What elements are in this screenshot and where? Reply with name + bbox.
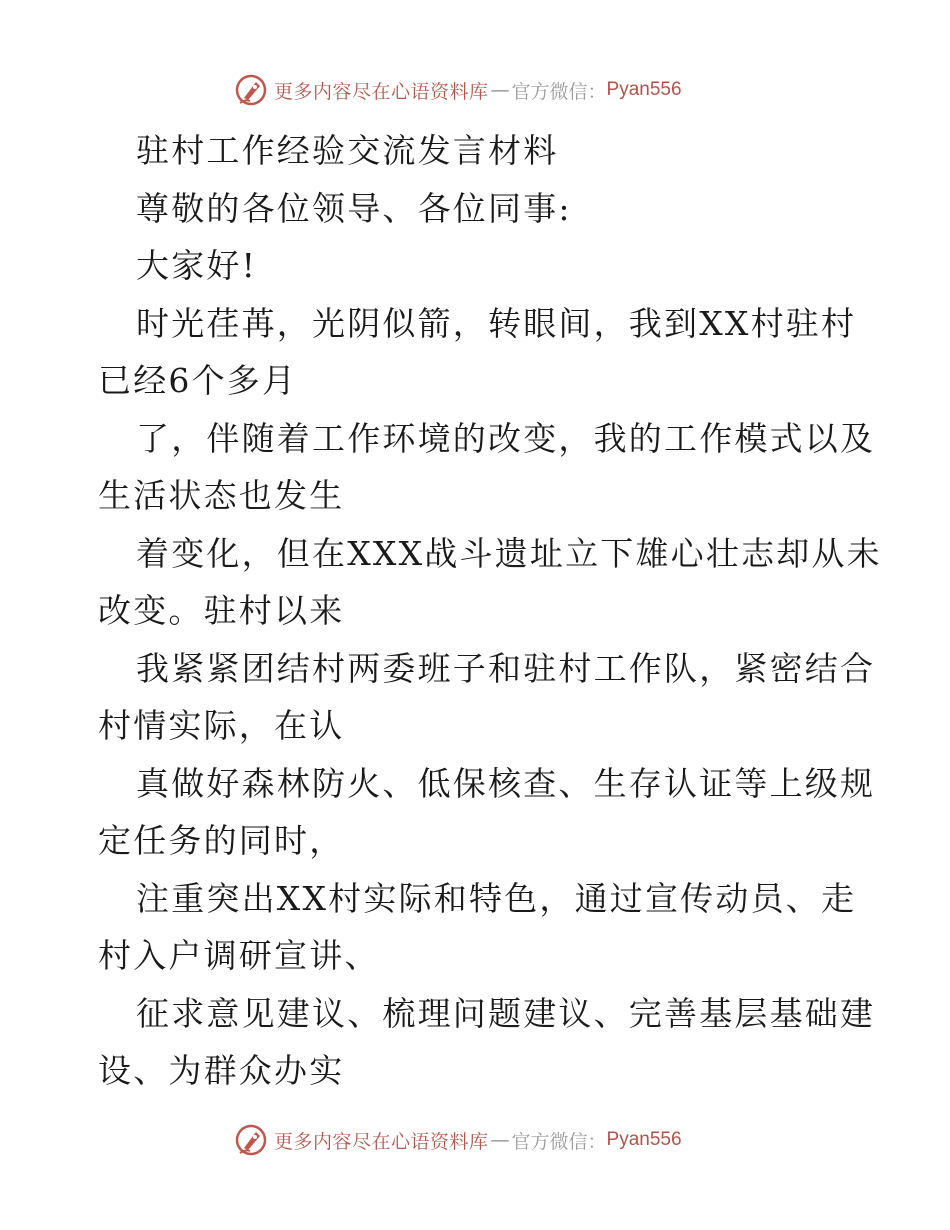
body-line: 已经6个多月	[98, 361, 298, 400]
footer-banner-title: 更多内容尽在心语资料库	[274, 1130, 489, 1153]
header-banner-title: 更多内容尽在心语资料库	[274, 80, 489, 103]
body-line: 定任务的同时，	[98, 821, 345, 860]
body-line: 改变。驻村以来	[98, 591, 345, 630]
header-banner-separator: —	[490, 79, 510, 101]
footer-banner-wechat-label: 官方微信：	[511, 1130, 607, 1153]
footer-banner-wechat-handle: Pyan556	[606, 1129, 682, 1150]
pen-nib-circle-icon	[234, 1123, 268, 1157]
document-body	[98, 122, 882, 1100]
footer-banner-separator: —	[490, 1129, 510, 1151]
body-line: 真做好森林防火、低保核查、生存认证等上级规	[136, 763, 876, 803]
body-line: 生活状态也发生	[98, 476, 345, 515]
body-line: 村入户调研宣讲、	[98, 936, 380, 975]
footer-banner	[234, 1122, 754, 1158]
pen-nib-circle-icon	[234, 73, 268, 107]
body-line: 我紧紧团结村两委班子和驻村工作队，紧密结合	[136, 648, 876, 688]
salutation: 尊敬的各位领导、各位同事:	[136, 188, 572, 228]
body-line: 了，伴随着工作环境的改变，我的工作模式以及	[136, 418, 876, 458]
body-line: 时光荏苒，光阴似箭，转眼间，我到XX村驻村	[136, 303, 857, 343]
body-line: 征求意见建议、梳理问题建议、完善基层基础建	[136, 993, 876, 1033]
body-line: 着变化，但在XXX战斗遗址立下雄心壮志却从未	[136, 533, 882, 573]
header-banner-wechat-handle: Pyan556	[606, 79, 682, 100]
header-banner-wechat-label: 官方微信：	[511, 80, 607, 103]
document-title: 驻村工作经验交流发言材料	[136, 131, 559, 170]
body-line: 注重突出XX村实际和特色，通过宣传动员、走	[136, 878, 857, 918]
header-banner	[234, 72, 754, 108]
body-line: 设、为群众办实	[98, 1051, 345, 1090]
body-line: 村情实际，在认	[98, 706, 345, 745]
greeting: 大家好!	[136, 246, 258, 285]
